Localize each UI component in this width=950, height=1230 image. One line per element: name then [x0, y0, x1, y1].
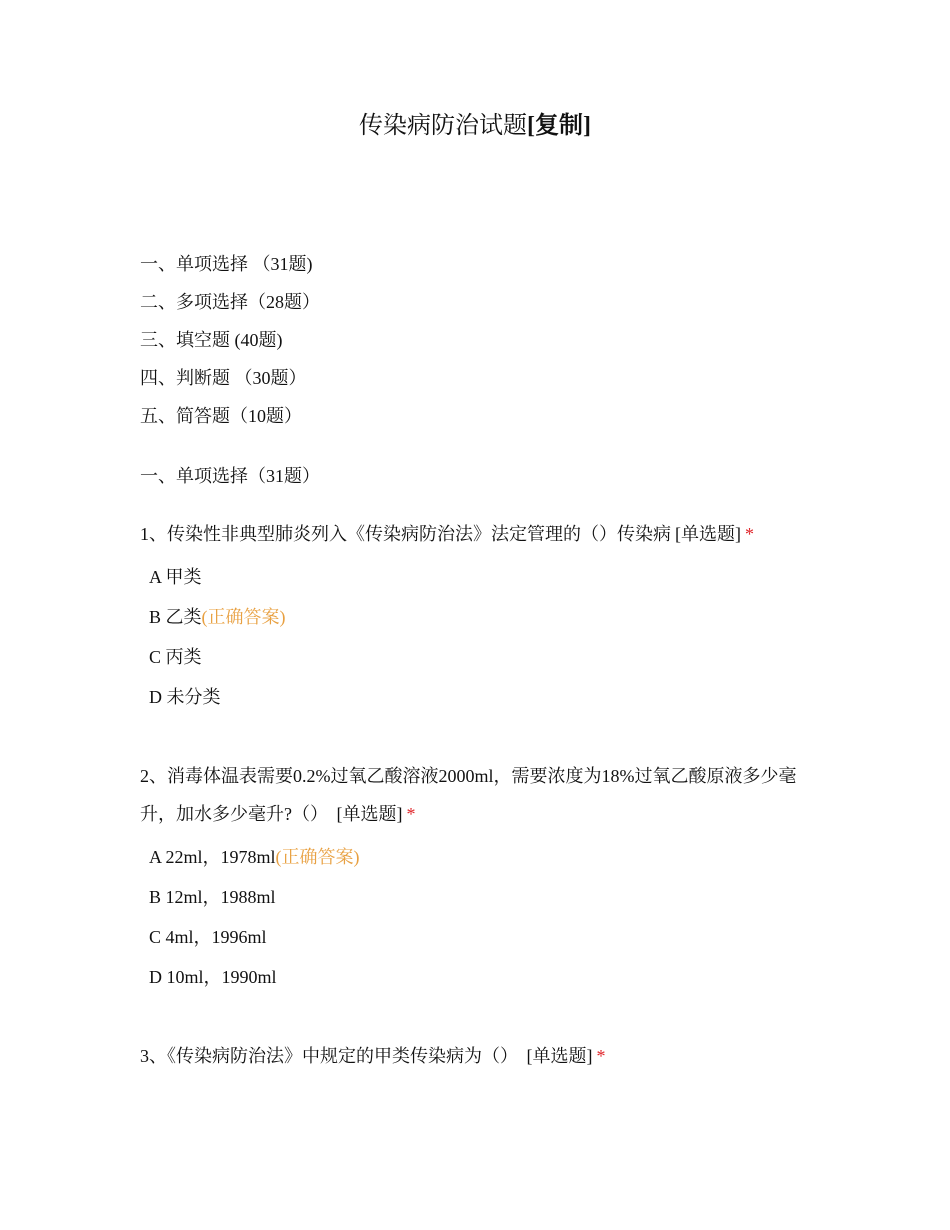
option-c: C 4ml，1996ml [149, 927, 267, 947]
question-stem [140, 757, 810, 833]
option-a: A 22ml，1978ml(正确答案) [149, 847, 360, 867]
question-text: 1、传染性非典型肺炎列入《传染病防治法》法定管理的（）传染病 [140, 524, 671, 544]
question-stem [140, 1037, 810, 1075]
toc-item: 三、填空题 (40题) [140, 330, 283, 350]
toc-item: 二、多项选择（28题） [140, 292, 320, 312]
question-2 [140, 757, 810, 1001]
question-type: [单选题] [526, 1046, 593, 1066]
question-stem [140, 515, 810, 553]
correct-answer-note: (正确答案) [275, 847, 360, 867]
question-text: 2、消毒体温表需要0.2%过氧乙酸溶液2000ml，需要浓度为18%过氧乙酸原液多少毫升，加水多少毫升?（） [140, 766, 797, 824]
option-b: B 乙类(正确答案) [149, 607, 286, 627]
option-a: A 甲类 [149, 567, 202, 587]
toc-item: 四、判断题 （30题） [140, 368, 307, 388]
title-main: 传染病防治试题 [359, 113, 527, 139]
page-title [0, 110, 950, 142]
toc-item: 一、单项选择 （31题) [140, 254, 313, 274]
title-suffix: [复制] [527, 113, 591, 139]
toc-item: 五、简答题（10题） [140, 406, 302, 426]
option-list [140, 841, 810, 1001]
section-heading: 一、单项选择（31题） [140, 466, 320, 486]
required-mark: * [596, 1046, 606, 1066]
question-text: 3、《传染病防治法》中规定的甲类传染病为（） [140, 1046, 523, 1066]
option-c: C 丙类 [149, 647, 202, 667]
option-b: B 12ml，1988ml [149, 887, 276, 907]
question-1 [140, 515, 810, 721]
question-type: [单选题] [675, 524, 741, 544]
option-d: D 未分类 [149, 687, 221, 707]
question-type: [单选题] [336, 804, 403, 824]
required-mark: * [745, 524, 754, 544]
correct-answer-note: (正确答案) [201, 607, 286, 627]
required-mark: * [406, 804, 416, 824]
option-list [140, 561, 810, 721]
question-3 [140, 1037, 810, 1075]
option-d: D 10ml，1990ml [149, 967, 277, 987]
table-of-contents [140, 248, 320, 438]
